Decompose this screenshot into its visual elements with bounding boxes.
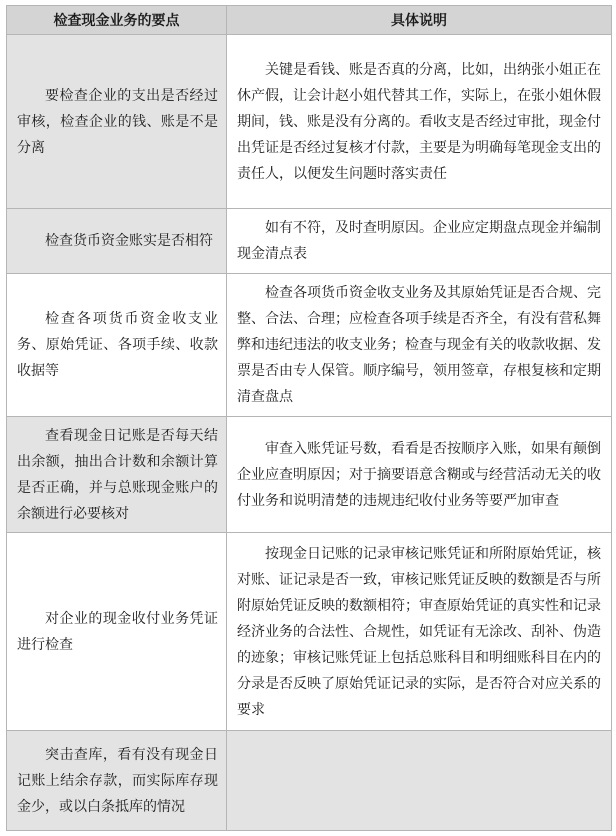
row-key-point: 要检查企业的支出是否经过审核，检查企业的钱、账是不是分离 <box>7 35 227 209</box>
row-detail: 检查各项货币资金收支业务及其原始凭证是否合规、完整、合法、合理；应检查各项手续是否齐全，有没有营私舞弊和违纪违法的收支业务；检查与现金有关的收款收据、发票是否由专人保管。顺序编号，领用签章，存根复核和定期清查盘点 <box>227 274 612 417</box>
table-row <box>7 209 612 274</box>
cash-audit-table <box>6 5 612 831</box>
table-row <box>7 731 612 831</box>
header-key-points: 检查现金业务的要点 <box>7 6 227 35</box>
table-row <box>7 274 612 417</box>
row-key-point: 查看现金日记账是否每天结出余额，抽出合计数和余额计算是否正确，并与总账现金账户的余额进行必要核对 <box>7 417 227 533</box>
row-key-point: 检查各项货币资金收支业务、原始凭证、各项手续、收款收据等 <box>7 274 227 417</box>
row-key-point: 检查货币资金账实是否相符 <box>7 209 227 274</box>
row-detail: 审查入账凭证号数，看看是否按顺序入账，如果有颠倒企业应查明原因；对于摘要语意含糊或与经营活动无关的收付业务和说明清楚的违规违纪收付业务等要严加审查 <box>227 417 612 533</box>
row-detail-empty <box>227 731 612 831</box>
row-detail: 关键是看钱、账是否真的分离，比如，出纳张小姐正在休产假，让会计赵小姐代替其工作，实际上，在张小姐休假期间，钱、账是没有分离的。看收支是否经过审批，现金付出凭证是否经过复核才付款，主要是为明确每笔现金支出的责任人，以便发生问题时落实责任 <box>227 35 612 209</box>
table-header-row <box>7 6 612 35</box>
row-key-point: 对企业的现金收付业务凭证进行检查 <box>7 533 227 731</box>
header-details: 具体说明 <box>227 6 612 35</box>
row-detail: 按现金日记账的记录审核记账凭证和所附原始凭证，核对账、证记录是否一致，审核记账凭证反映的数额是否与所附原始凭证反映的数额相符；审查原始凭证的真实性和记录经济业务的合法性、合规性，如凭证有无涂改、刮补、伪造的迹象；审核记账凭证上包括总账科目和明细账科目在内的分录是否反映了原始凭证记录的实际，是否符合对应关系的要求 <box>227 533 612 731</box>
cash-audit-table-container <box>6 5 611 831</box>
row-detail: 如有不符，及时查明原因。企业应定期盘点现金并编制现金清点表 <box>227 209 612 274</box>
row-key-point: 突击查库，看有没有现金日记账上结余存款，而实际库存现金少，或以白条抵库的情况 <box>7 731 227 831</box>
table-row <box>7 417 612 533</box>
table-row <box>7 35 612 209</box>
table-row <box>7 533 612 731</box>
